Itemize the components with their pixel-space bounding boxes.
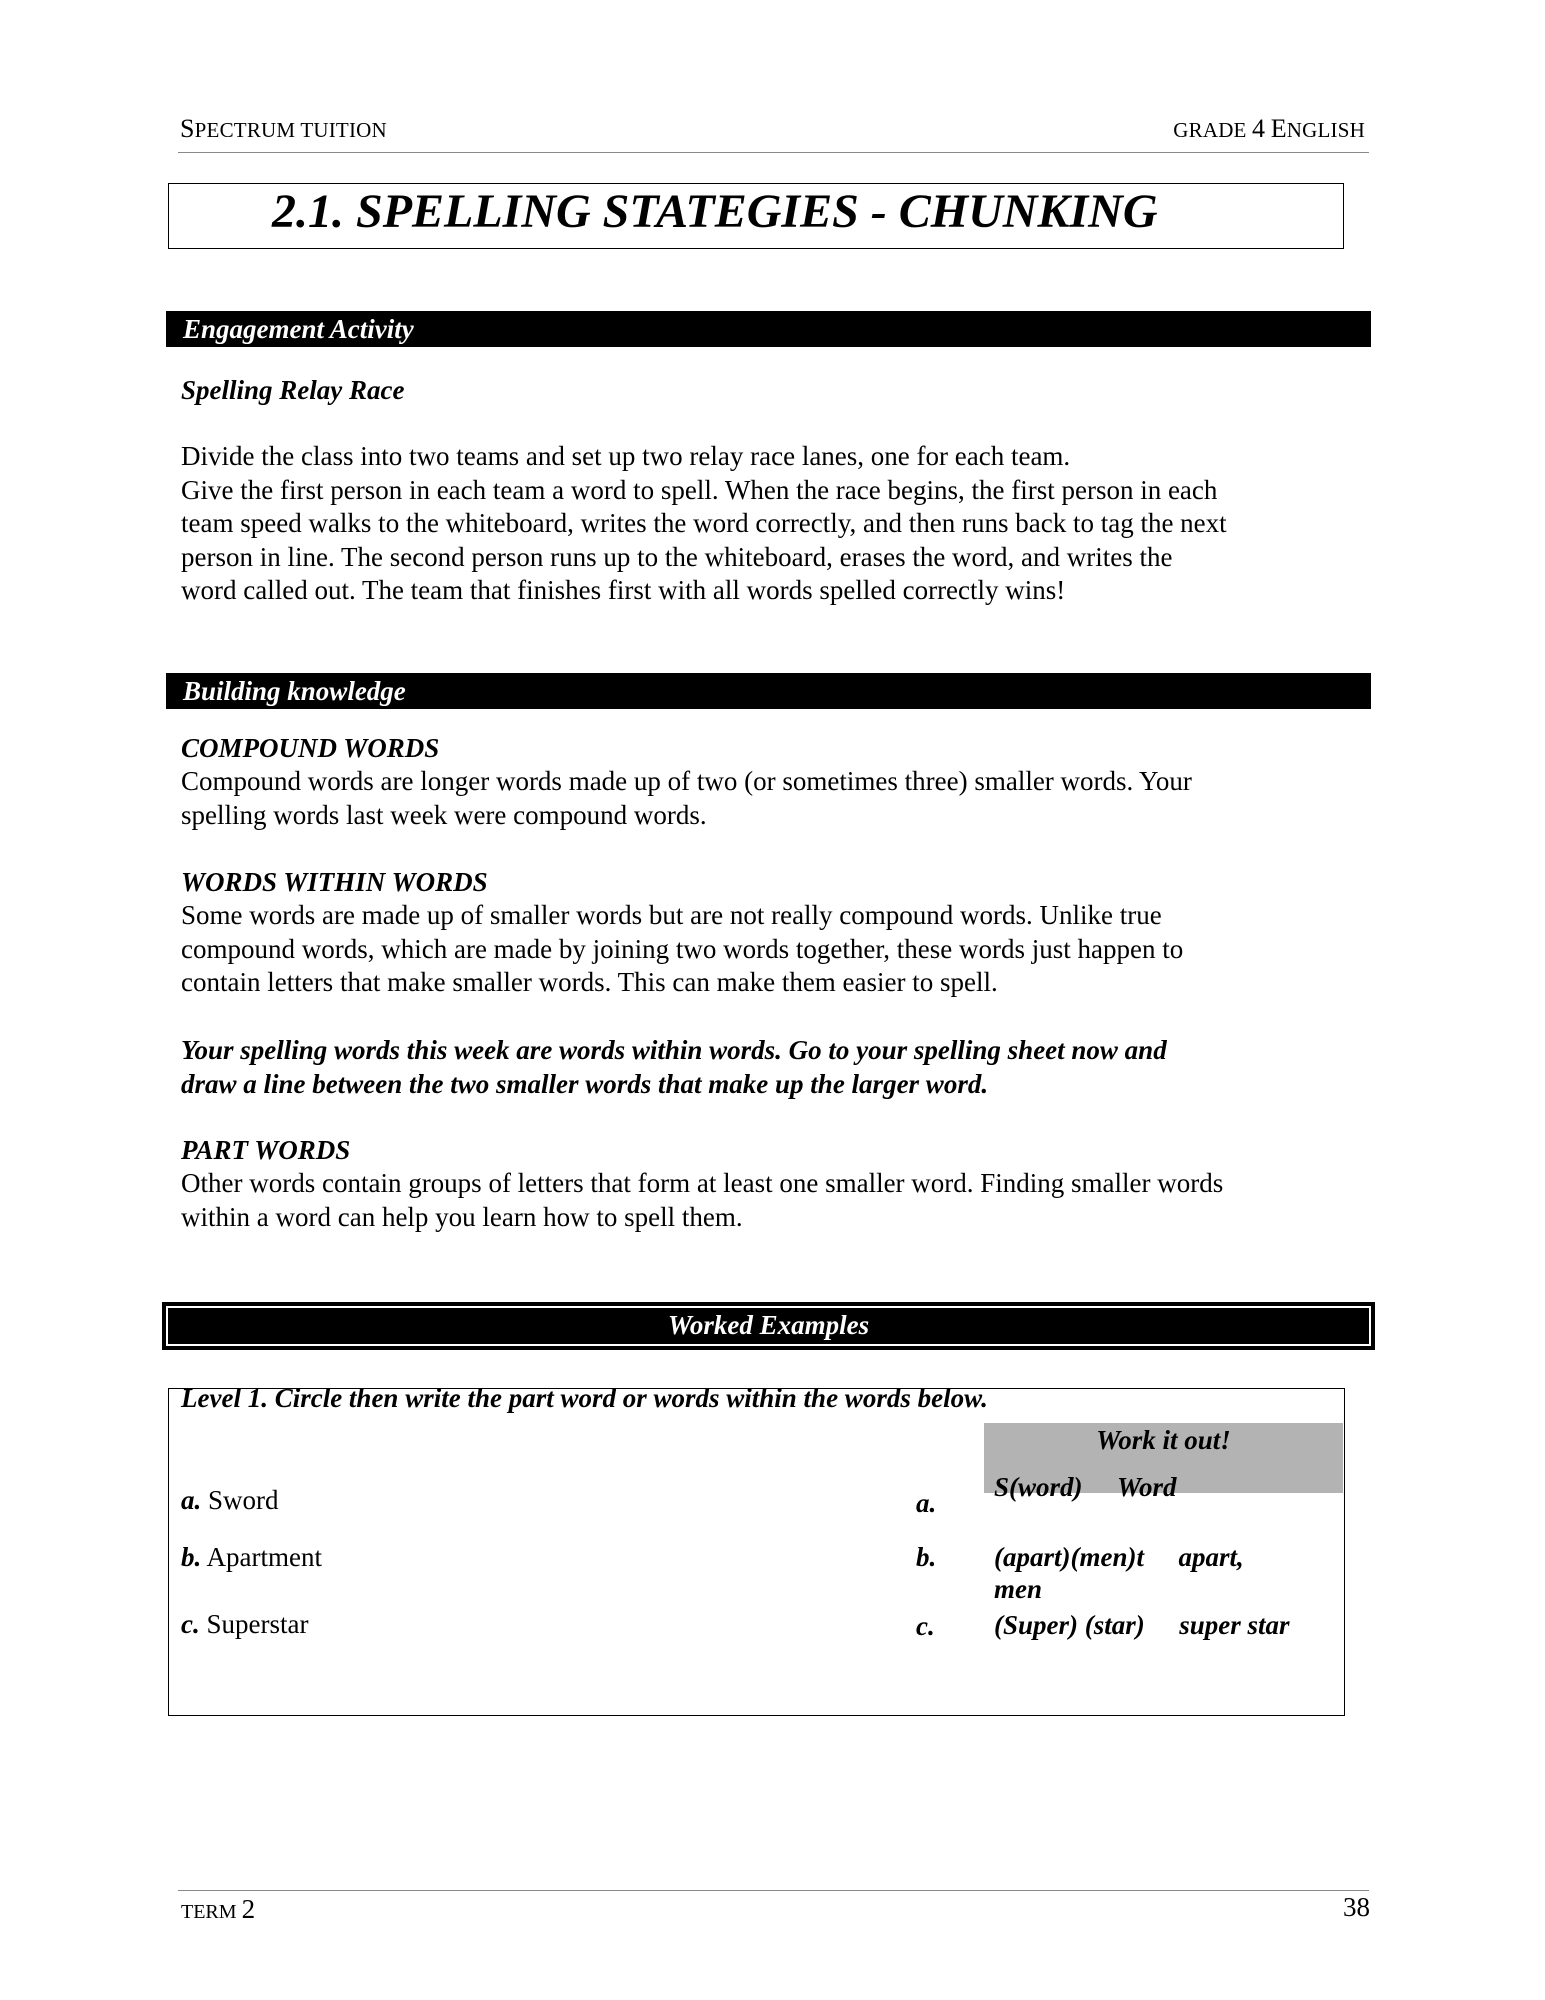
answer-line: men [994, 1574, 1043, 1604]
header-school-name: SPECTRUM TUITION [180, 114, 387, 143]
page-number: 38 [1343, 1892, 1370, 1922]
answer-line: (apart)(men)t apart, [994, 1542, 1216, 1572]
part-words-heading: PART WORDS [181, 1135, 351, 1165]
paragraph-line: Compound words are longer words made up of two (or sometimes three) smaller words. Your [181, 766, 1192, 796]
section-bar-worked-examples: Worked Examples [166, 1306, 1371, 1346]
paragraph-line: within a word can help you learn how to spell them. [181, 1201, 743, 1232]
footer-divider [178, 1890, 1369, 1891]
answer-line: S(word) Word [994, 1472, 1149, 1502]
answer-letter-c: c. [916, 1611, 935, 1641]
paragraph-line: contain letters that make smaller words. This can make them easier to spell. [181, 967, 998, 997]
answer-letter-a: a. [916, 1488, 937, 1518]
level-instruction: Level 1. Circle then write the part word or words within the words below. [181, 1383, 988, 1413]
words-within-words-paragraph [181, 899, 1371, 1000]
compound-words-heading: COMPOUND WORDS [181, 733, 440, 763]
answer-letter-b: b. [916, 1542, 937, 1572]
section-bar-building-knowledge: Building knowledge [166, 673, 1371, 709]
header-divider [178, 152, 1369, 153]
example-item-a: a. Sword [181, 1485, 279, 1515]
answer-b [994, 1541, 1339, 1605]
compound-words-paragraph [181, 765, 1371, 832]
work-it-out-label: Work it out! [1096, 1425, 1231, 1455]
words-within-words-heading: WORDS WITHIN WORDS [181, 867, 488, 897]
header-grade-subject: GRADE 4 ENGLISH [1173, 114, 1365, 143]
paragraph-line: draw a line between the two smaller words that make up the larger word. [181, 1068, 989, 1099]
engagement-subtitle: Spelling Relay Race [181, 375, 405, 405]
paragraph-line: Divide the class into two teams and set up two relay race lanes, one for each team. [181, 441, 1071, 471]
part-words-paragraph [181, 1167, 1371, 1234]
example-item-b: b. Apartment [181, 1542, 322, 1572]
section-bar-engagement: Engagement Activity [166, 311, 1371, 347]
paragraph-line: team speed walks to the whiteboard, writes the word correctly, and then runs back to tag the next [181, 508, 1227, 538]
footer-term: TERM 2 [181, 1894, 256, 1924]
paragraph-line: spelling words last week were compound words. [181, 799, 707, 830]
engagement-paragraph [181, 440, 1371, 608]
page-title: 2.1. SPELLING STATEGIES - CHUNKING [272, 185, 1158, 238]
answer-a [994, 1472, 1339, 1502]
paragraph-line: Your spelling words this week are words within words. Go to your spelling sheet now and [181, 1035, 1167, 1065]
paragraph-line: word called out. The team that finishes first with all words spelled correctly wins! [181, 575, 1066, 605]
paragraph-line: Some words are made up of smaller words but are not really compound words. Unlike true [181, 900, 1162, 930]
paragraph-line: person in line. The second person runs up to the whiteboard, erases the word, and writes the [181, 541, 1173, 572]
answer-line: (Super) (star) super star [994, 1610, 1262, 1640]
paragraph-line: Other words contain groups of letters that form at least one smaller word. Finding smaller words [181, 1168, 1224, 1198]
example-item-c: c. Superstar [181, 1609, 309, 1639]
paragraph-line: compound words, which are made by joining two words together, these words just happen to [181, 933, 1184, 964]
spelling-instruction [181, 1034, 1371, 1101]
answer-c [994, 1609, 1339, 1643]
paragraph-line: Give the first person in each team a word to spell. When the race begins, the first person in each [181, 474, 1218, 505]
